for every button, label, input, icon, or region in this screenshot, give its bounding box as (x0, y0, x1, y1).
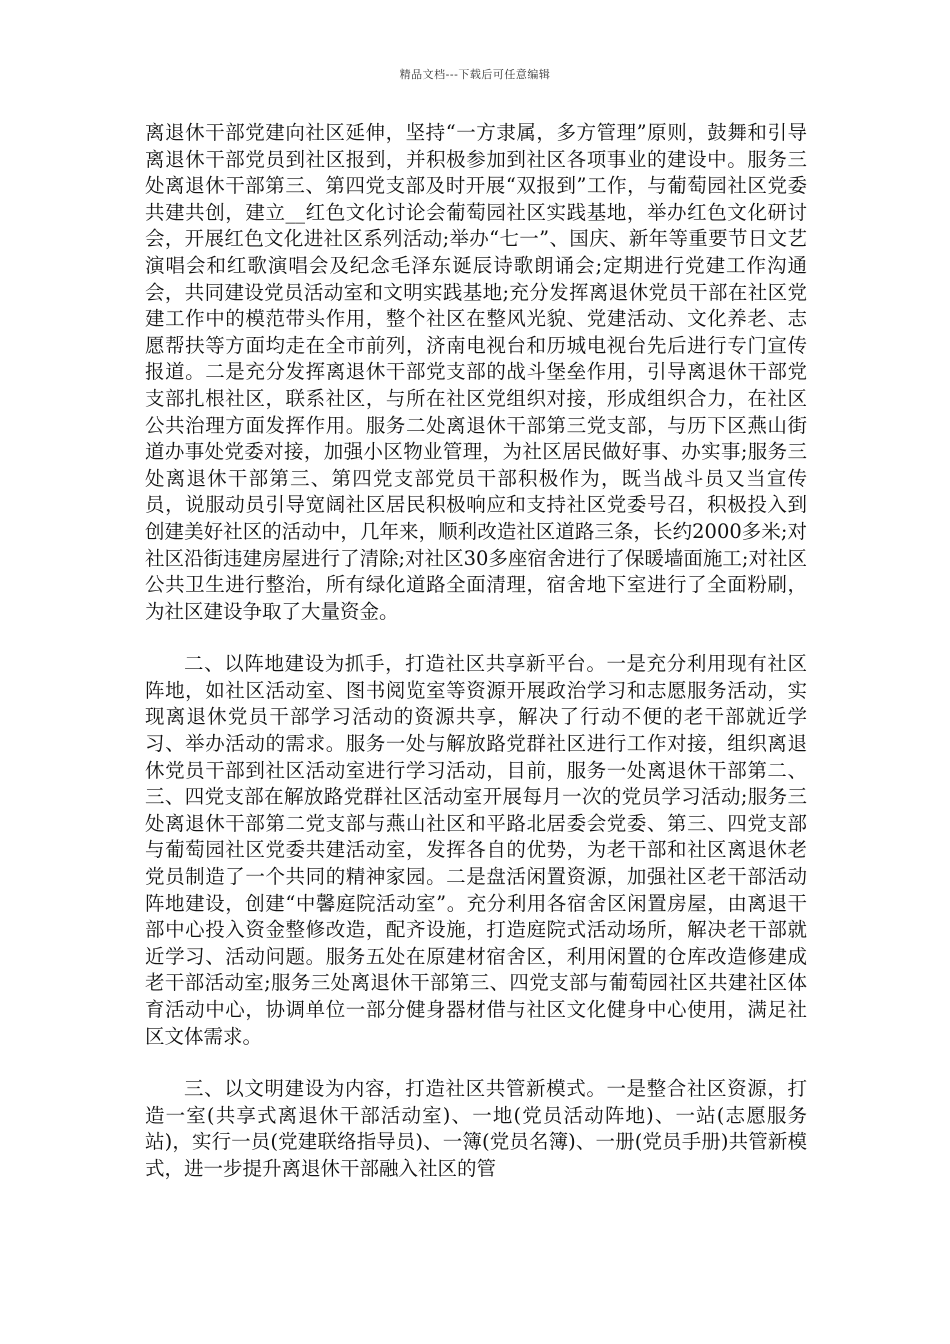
paragraph-3: 三、以文明建设为内容，打造社区共管新模式。一是整合社区资源，打造一室(共享式离退休干部活动室)、一地(党员活动阵地)、一站(志愿服务站)，实行一员(党建联络指导员)、一簿(党员名簿)、一册(党员手册)共管新模式，进一步提升离退休干部融入社区的管 (145, 1077, 807, 1180)
page-header: 精品文档---下载后可任意编辑 (399, 68, 551, 81)
paragraph-1: 离退休干部党建向社区延伸，坚持“一方隶属，多方管理”原则，鼓舞和引导离退休干部党员到社区报到，并积极参加到社区各项事业的建设中。服务三处离退休干部第三、第四党支部及时开展“双报到”工作，与葡萄园社区党委共建共创，建立__红色文化讨论会葡萄园社区实践基地，举办红色文化研讨会，开展红色文化进社区系列活动;举办“七一”、国庆、新年等重要节日文艺演唱会和红歌演唱会及纪念毛泽东诞辰诗歌朗诵会;定期进行党建工作沟通会，共同建设党员活动室和文明实践基地;充分发挥离退休党员干部在社区党建工作中的模范带头作用，整个社区在整风光貌、党建活动、文化养老、志愿帮扶等方面均走在全市前列，济南电视台和历城电视台先后进行专门宣传报道。二是充分发挥离退休干部党支部的战斗堡垒作用，引导离退休干部党支部扎根社区，联系社区，与所在社区党组织对接，形成组织合力，在社区公共治理方面发挥作用。服务二处离退休干部第三党支部，与历下区燕山街道办事处党委对接，加强小区物业管理，为社区居民做好事、办实事;服务三处离退休干部第三、第四党支部党员干部积极作为，既当战斗员又当宣传员，说服动员引导宽阔社区居民积极响应和支持社区党委号召，积极投入到创建美好社区的活动中，几年来，顺利改造社区道路三条，长约2000多米;对社区沿街违建房屋进行了清除;对社区30多座宿舍进行了保暖墙面施工;对社区公共卫生进行整治，所有绿化道路全面清理，宿舍地下室进行了全面粉刷，为社区建设争取了大量资金。 (145, 121, 807, 623)
paragraph-gap (145, 1050, 807, 1076)
paragraph-gap (145, 625, 807, 651)
document-body (145, 120, 807, 1183)
paragraph-2: 二、以阵地建设为抓手，打造社区共享新平台。一是充分利用现有社区阵地，如社区活动室、图书阅览室等资源开展政治学习和志愿服务活动，实现离退休党员干部学习活动的资源共享，解决了行动不便的老干部就近学习、举办活动的需求。服务一处与解放路党群社区进行工作对接，组织离退休党员干部到社区活动室进行学习活动，目前，服务一处离退休干部第二、三、四党支部在解放路党群社区活动室开展每月一次的党员学习活动;服务三处离退休干部第二党支部与燕山社区和平路北居委会党委、第三、四党支部与葡萄园社区党委共建活动室，发挥各自的优势，为老干部和社区离退休老党员制造了一个共同的精神家园。二是盘活闲置资源，加强社区老干部活动阵地建设，创建“中馨庭院活动室”。充分利用各宿舍区闲置房屋，由离退干部中心投入资金整修改造，配齐设施，打造庭院式活动场所，解决老干部就近学习、活动问题。服务五处在原建材宿舍区，利用闲置的仓库改造修建成老干部活动室;服务三处离退休干部第三、四党支部与葡萄园社区共建社区体育活动中心，协调单位一部分健身器材借与社区文化健身中心使用，满足社区文体需求。 (145, 652, 807, 1048)
